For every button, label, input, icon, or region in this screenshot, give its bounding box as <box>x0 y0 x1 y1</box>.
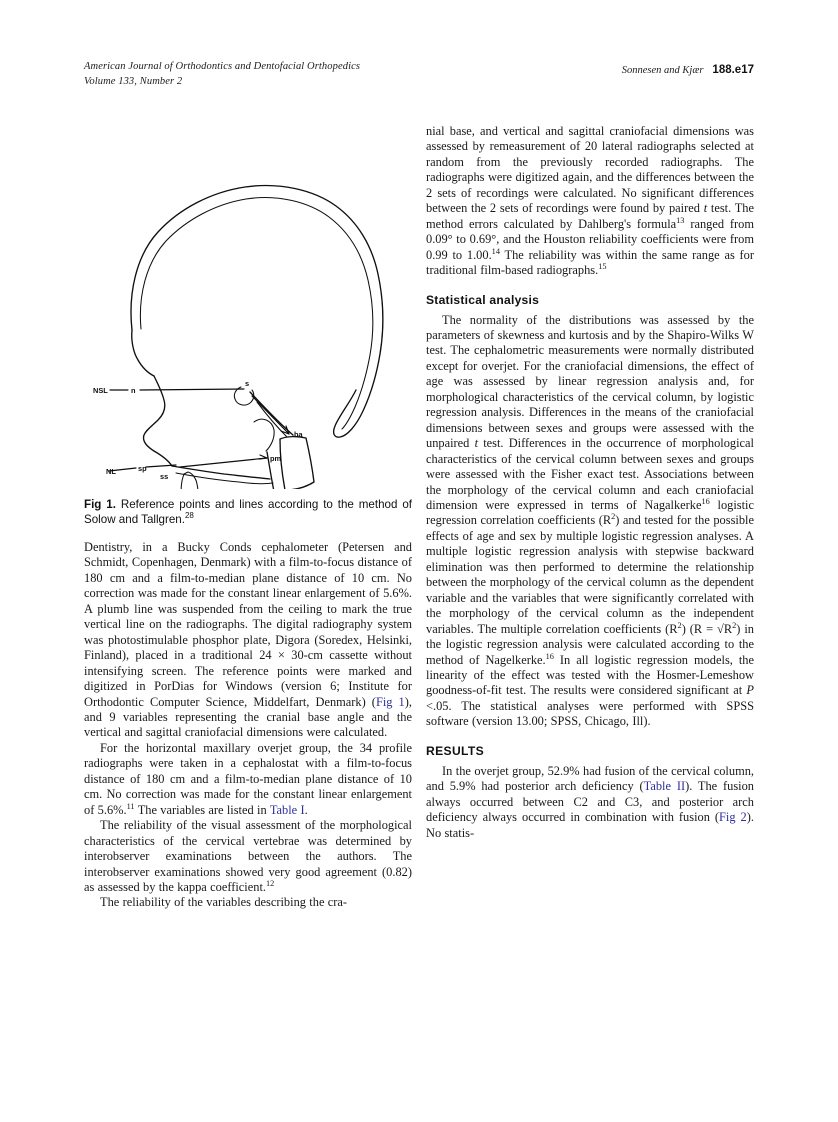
fig-label-ss: ss <box>160 472 169 481</box>
section-spacer <box>426 279 754 292</box>
fig-label-sp: sp <box>138 464 147 473</box>
section-spacer <box>426 730 754 743</box>
statistic-symbol: t <box>474 436 479 451</box>
paragraph-statistical-analysis-p1: The normality of the distributions was assessed by the parameters of skewness and kurtosis and by the Shapiro-Wilks W test. The cephalometric measurements were normally distributed except for overjet. For the craniofacial dimensions, the effect of age was assessed by linear regression analysis and, for morphological characteristics of the cervical column, by logistic regression analysis. Differences in the means of the craniofacial dimensions between sexes and groups were assessed with the unpaired t test. Differences in the occurrence of morphological characteristics of the cervical column between sexes and groups were assessed with the Fisher exact test. Associations between the morphology of the cervical column and each craniofacial dimension were expressed in terms of Nagalkerke$^{16}$ logistic regression correlation coefficients (R$^2$) and tested for the possible effects of age and sex by multiple logistic regression analyses. A multiple logistic regression analysis with stepwise backward elimination was then performed to determine the relationship between the morphology of the cervical column as the dependent variable and the variables that were significantly correlated with the morphology of the cervical column as the independent variables. The multiple correlation coefficients (R$^2$) (R = √R$^2$) in the logistic regression analysis were calculated according to the method of Nagelkerke.$^{16}$ In all logistic regression models, the linearity of the effect was tested with the Hosmer-Lemeshow goodness-of-fit test. The results were considered significant at P <.05. The statistical analyses were performed with SPSS software (version 13.00; SPSS, Chicago, Ill). <box>426 312 755 729</box>
column-left <box>84 124 412 1064</box>
statistic-symbol: t <box>703 201 708 216</box>
citation-reference[interactable]: 15 <box>598 261 607 271</box>
running-head <box>84 60 754 96</box>
citation-reference[interactable]: 14 <box>491 246 500 256</box>
citation-reference[interactable]: 13 <box>676 215 685 225</box>
paragraph-reliability-visual: The reliability of the visual assessment of the morphological characteristics of the cervical vertebrae was determined by interobserver examinations between the authors. The interobserver examinations showed very good agreement (0.82) as assessed by the kappa coefficient.$^{12}$ <box>84 818 412 894</box>
citation-reference[interactable]: 11 <box>126 801 135 811</box>
citation-reference[interactable]: 16 <box>545 651 554 661</box>
author-names: Sonnesen and Kjær <box>621 65 704 76</box>
journal-title: American Journal of Orthodontics and Dentofacial Orthopedics <box>84 61 361 72</box>
math-superscript: 2 <box>611 512 616 522</box>
figure-number: Fig 1. <box>84 498 116 511</box>
running-head-right <box>622 60 754 78</box>
citation-reference[interactable]: 12 <box>266 878 275 888</box>
figure-1 <box>84 124 412 527</box>
right-column-blocks <box>426 124 754 841</box>
running-head-left <box>84 60 360 89</box>
cross-reference-link[interactable]: Fig 1 <box>375 694 405 709</box>
paragraph-overjet-group: For the horizontal maxillary overjet group, the 34 profile radiographs were taken in a cephalostat with a film-to-focus distance of 180 cm and a film-to-median plane distance of 10 cm. No correction was made for the constant linear enlargement of 5.6%.$^{11}$ The variables are listed in Table I. <box>84 740 412 817</box>
heading-statistical-analysis-heading: Statistical analysis <box>426 292 540 307</box>
cross-reference-link[interactable]: Table II <box>643 779 686 794</box>
article-body <box>84 124 754 1064</box>
figure-1-caption <box>84 497 412 527</box>
cephalometric-tracing-image <box>84 124 412 489</box>
fig-label-pm: pm <box>270 454 282 463</box>
fig-label-ba: ba <box>294 430 303 439</box>
cross-reference-link[interactable]: Fig 2 <box>719 810 747 825</box>
paragraph-methods-continued: Dentistry, in a Bucky Conds cephalometer (Petersen and Schmidt, Copenhagen, Denmark) with a film-to-focus distance of 180 cm and a film-to-median plane distance of 10 cm. No correction was made for the constant linear enlargement of 5.6%. A plumb line was suspended from the ceiling to mark the true vertical line on the radiographs. The digital radiography system was photostimulable phosphor plate, Digora (Soredex, Helsinki, Finland), placed in a traditional 24 × 30-cm cassette without intensifying screen. The reference points were marked and digitized in PorDias for Windows (version 6; Institute for Orthodontic Computer Science, Middelfart, Denmark) (Fig 1), and 9 variables representing the cranial base angle and the vertical and sagittal craniofacial dimensions were calculated. <box>84 540 412 740</box>
math-superscript: 2 <box>732 620 737 630</box>
figure-caption-reference: 28 <box>184 511 194 521</box>
figure-text-gap <box>84 527 412 540</box>
paragraph-results-p1: In the overjet group, 52.9% had fusion of the cervical column, and 5.9% had posterior arch deficiency (Table II). The fusion always occurred between C2 and C3, and posterior arch deficiency always occurred in combination with fusion (Fig 2). No statis- <box>426 763 754 840</box>
heading-results-heading: RESULTS <box>426 743 485 758</box>
page-number: 188.e17 <box>712 64 754 76</box>
math-superscript: 2 <box>677 620 682 630</box>
paragraph-reliability-continued: nial base, and vertical and sagittal craniofacial dimensions was assessed by remeasurement of 20 lateral radiographs selected at random from the previously recorded radiographs. The radiographs were digitized again, and the differences between the 2 sets of recordings were calculated. No significant differences between the 2 sets of recordings were found by paired t test. The method errors calculated by Dahlberg's formula$^{13}$ ranged from 0.09° to 0.69°, and the Houston reliability coefficients were from 0.99 to 1.00.14 The reliability was within the same range as for traditional film-based radiographs.$^{15}$ <box>426 124 755 278</box>
statistic-symbol: P <box>746 683 754 698</box>
fig-label-NSL: NSL <box>93 386 108 395</box>
volume-issue: Volume 133, Number 2 <box>84 75 183 87</box>
fig-label-NL: NL <box>106 467 116 476</box>
cross-reference-link[interactable]: Table I <box>269 802 305 817</box>
fig-label-n: n <box>131 386 136 395</box>
citation-reference[interactable]: 16 <box>701 496 710 506</box>
paragraph-reliability-variables: The reliability of the variables describing the cra- <box>100 895 348 910</box>
fig-label-s: s <box>245 379 250 388</box>
figure-caption-text: Reference points and lines according to the method of Solow and Tallgren. <box>84 498 412 526</box>
left-column-paragraphs <box>84 540 412 911</box>
column-right <box>426 124 754 1064</box>
